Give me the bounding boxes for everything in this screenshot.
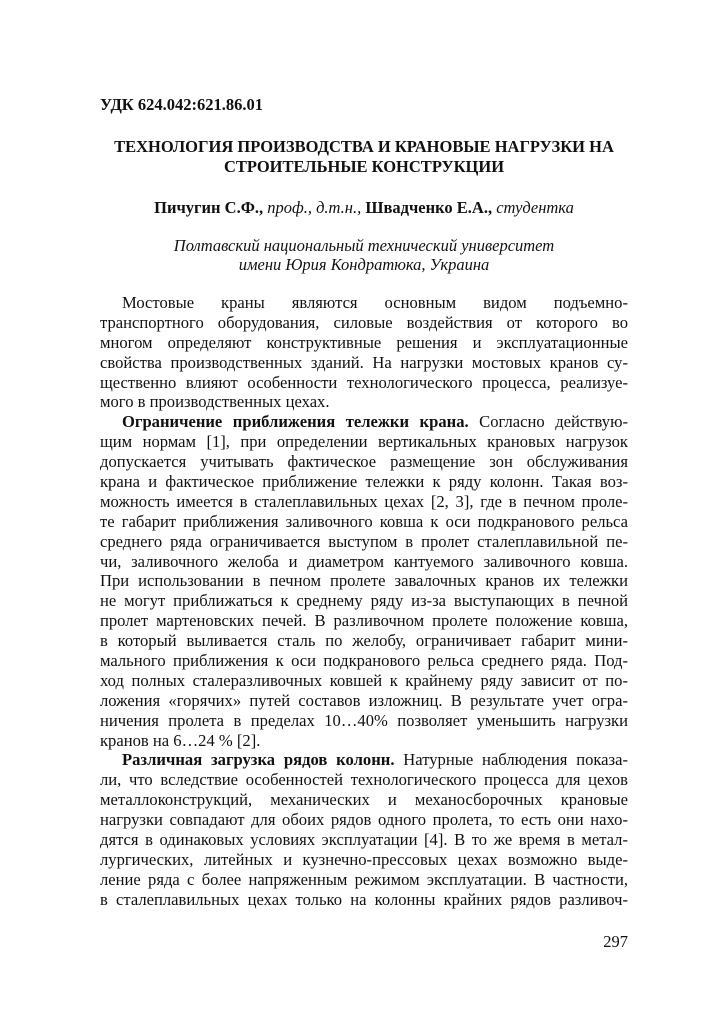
line-text: многом определяют конструктивные решения и эксплуатационные [100,332,628,352]
text-line [100,890,628,910]
udk-code: УДК 624.042:621.86.01 [100,95,264,114]
affiliation-line: имени Юрия Кондратюка, Украина [238,255,490,274]
text-line [100,770,628,790]
line-text: свойства производственных зданий. На нагрузки мостовых кранов су- [100,352,628,372]
line-text: При использовании в печном пролете завалочных кранов их тележки [100,571,628,591]
text-line [100,432,628,452]
article-title [80,137,648,177]
line-text: мого в производственных цехах. [100,392,330,412]
line-text: ление ряда с более напряженным режимом эксплуатации. В частности, [100,869,628,889]
text-line [100,452,628,472]
page-number: 297 [603,932,628,951]
line-text: в который выливается сталь по желобу, ограничивает габарит мини- [100,631,628,651]
section-heading: Различная загрузка рядов колонн. [122,750,395,770]
text-line [100,651,628,671]
authors [80,198,648,218]
line-text: допускается учитывать фактическое размещение зон обслуживания [100,452,628,472]
line-text: кранов на 6…24 % [2]. [100,730,261,750]
line-text: Натурные наблюдения показа- [394,750,628,770]
line-text: не могут приближаться к среднему ряду из-за выступающих в печной [100,591,628,611]
paragraph [100,750,628,909]
line-text: металлоконструкций, механических и механосборочных крановые [100,790,628,810]
text-line [100,750,628,770]
section-heading: Ограничение приближения тележки крана. [122,412,469,432]
text-line [100,333,628,353]
text-line [100,731,628,751]
text-line [100,790,628,810]
line-text: пролет мартеновских печей. В разливочном пролете положение ковша, [100,611,628,631]
line-text: нагрузки совпадают для обоих рядов одного пролета, то есть они нахо- [100,810,628,830]
paragraph [100,412,628,750]
text-line [100,711,628,731]
text-line [100,830,628,850]
line-text: ложения «горячих» путей составов изложниц. В результате учет огра- [100,690,628,710]
line-text: среднего ряда ограничивается выступом в пролет сталеплавильной пе- [100,531,628,551]
line-text: лургических, литейных и кузнечно-прессовых цехах возможно выде- [100,849,628,869]
author-title: студентка [496,198,574,217]
line-text: чи, заливочного желоба и диаметром кантуемого заливочного ковша. [100,551,628,571]
title-line: СТРОИТЕЛЬНЫЕ КОНСТРУКЦИИ [223,157,505,176]
text-line [100,691,628,711]
text-line [100,671,628,691]
line-text: щим нормам [1], при определении вертикальных крановых нагрузок [100,432,628,452]
author-name: Швадченко Е.А., [365,198,493,217]
text-line [100,532,628,552]
text-line [100,571,628,591]
text-line [100,810,628,830]
line-text: в сталеплавильных цехах только на колонны крайних рядов разливоч- [100,889,628,909]
paragraph [100,293,628,412]
line-text: Мостовые краны являются основным видом подъемно- [122,293,628,312]
line-text: крана и фактическое приближение тележки к ряду колонн. Такая воз- [100,472,628,492]
text-line [100,492,628,512]
line-text: мального приближения к оси подкранового рельса среднего ряда. Под- [100,651,628,671]
title-line: ТЕХНОЛОГИЯ ПРОИЗВОДСТВА И КРАНОВЫЕ НАГРУЗКИ НА [114,137,614,156]
line-text: транспортного оборудования, силовые воздействия от которого во [100,312,628,332]
text-line [100,313,628,333]
line-text: щественно влияют особенности технологического процесса, реализуе- [100,372,628,392]
text-line [100,293,628,313]
line-text: ли, что вследствие особенностей технологического процесса для цехов [100,770,628,790]
text-line [100,591,628,611]
article-body [100,293,628,910]
line-text: дятся в одинаковых условиях эксплуатации [4]. В то же время в метал- [100,830,628,850]
line-text: те габарит приближения заливочного ковша к оси подкранового рельса [100,511,628,531]
text-line [100,353,628,373]
text-line [100,850,628,870]
text-line [100,552,628,572]
line-text: можность имеется в сталеплавильных цехах [2, 3], где в печном проле- [100,491,628,511]
line-text: ничения пролета в пределах 10…40% позволяет уменьшить нагрузки [100,710,628,730]
text-line [100,512,628,532]
author-name: Пичугин С.Ф., [154,198,264,217]
text-line [100,611,628,631]
text-line [100,412,628,432]
text-line [100,392,628,412]
affiliation [80,236,648,274]
line-text: Согласно действую- [468,412,628,432]
text-line [100,870,628,890]
author-title: проф., д.т.н., [267,198,362,217]
text-line [100,373,628,393]
affiliation-line: Полтавский национальный технический университет [173,236,555,255]
text-line [100,631,628,651]
text-line [100,472,628,492]
line-text: ход полных сталеразливочных ковшей к крайнему ряду зависит от по- [100,670,628,690]
